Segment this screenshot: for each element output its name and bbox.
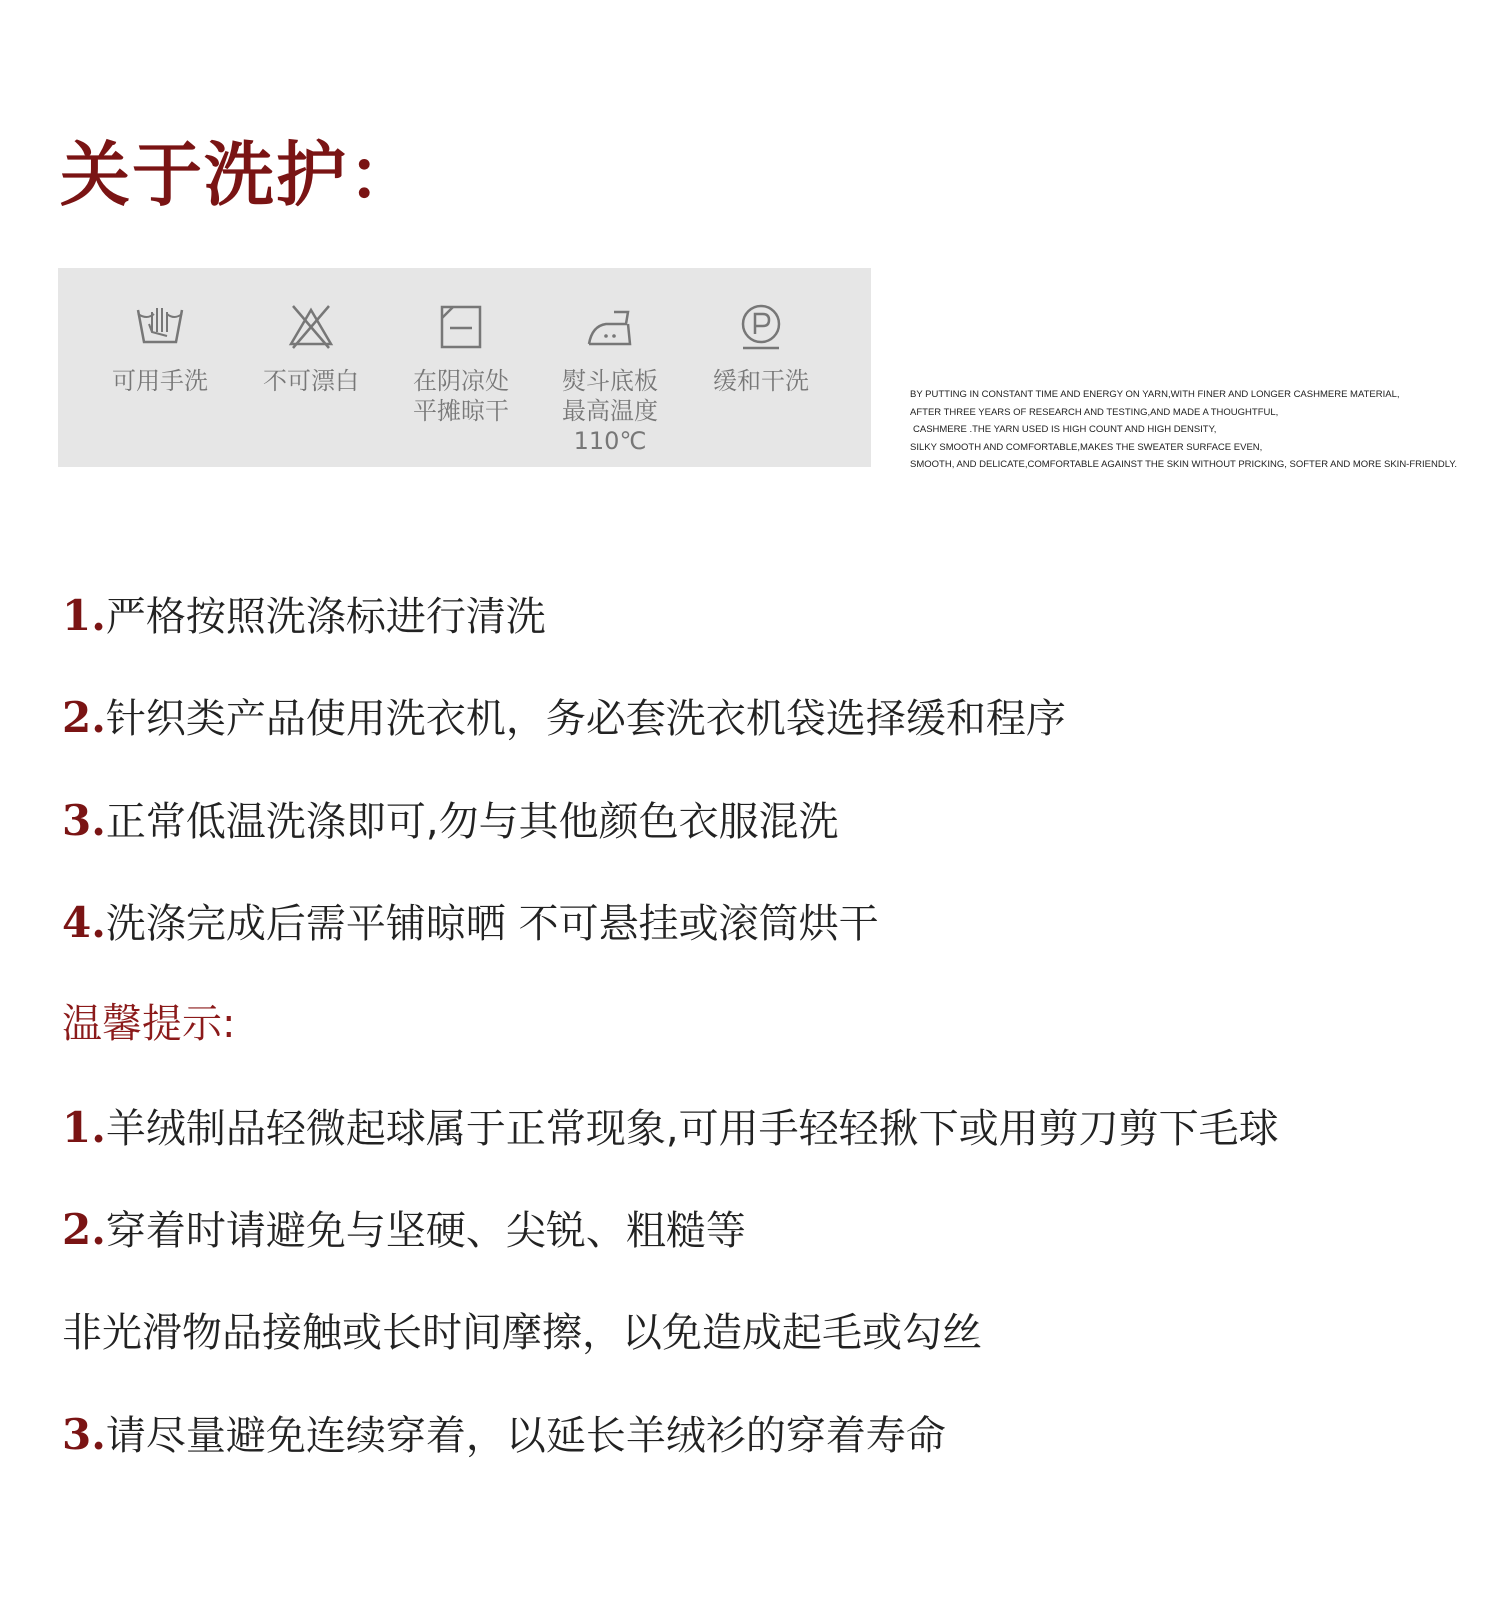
item-text: 正常低温洗涤即可,勿与其他颜色衣服混洗 (105, 799, 839, 845)
no-bleach-icon (285, 302, 337, 352)
care-label: 不可漂白 (263, 367, 359, 395)
english-line: CASHMERE .THE YARN USED IS HIGH COUNT AND HIGH DENSITY, (913, 424, 1217, 435)
instruction-item (62, 899, 879, 948)
care-label: 熨斗底板 最高温度 110℃ (562, 367, 658, 455)
english-line: SMOOTH, AND DELICATE,COMFORTABLE AGAINST THE SKIN WITHOUT PRICKING, SOFTER AND MORE SKIN-FRIENDLY. (910, 459, 1458, 470)
item-text: 针织类产品使用洗衣机，务必套洗衣机袋选择缓和程序 (105, 696, 1066, 742)
item-number: 1. (62, 591, 106, 640)
care-label: 可用手洗 (112, 367, 208, 395)
item-number: 2. (62, 1205, 106, 1254)
item-number: 2. (62, 693, 106, 742)
item-number: 3. (62, 1410, 106, 1459)
tip-item (62, 1308, 982, 1357)
instruction-item (62, 694, 1066, 743)
page-title: 关于洗护： (60, 134, 420, 216)
item-number: 3. (62, 796, 106, 845)
item-text: 洗涤完成后需平铺晾晒 不可悬挂或滚筒烘干 (105, 901, 879, 947)
dry-flat-shade-icon (435, 302, 487, 352)
instruction-item (62, 592, 546, 641)
dry-clean-p-icon (735, 302, 787, 352)
tip-item (62, 1411, 946, 1460)
item-text: 穿着时请避免与坚硬、尖锐、粗糙等 (105, 1208, 746, 1254)
iron-icon (584, 302, 636, 352)
item-text: 羊绒制品轻微起球属于正常现象,可用手轻轻揪下或用剪刀剪下毛球 (105, 1106, 1279, 1152)
english-line: BY PUTTING IN CONSTANT TIME AND ENERGY ON YARN,WITH FINER AND LONGER CASHMERE MATERIAL, (910, 389, 1400, 400)
item-number: 4. (62, 898, 106, 947)
hand-wash-icon (134, 302, 186, 352)
care-label: 在阴凉处 平摊晾干 (413, 367, 509, 425)
item-number: 1. (62, 1103, 106, 1152)
item-text: 严格按照洗涤标进行清洗 (105, 594, 546, 640)
care-symbols-panel (58, 268, 871, 467)
tips-title: 温馨提示: (62, 1001, 236, 1047)
english-line: AFTER THREE YEARS OF RESEARCH AND TESTING,AND MADE A THOUGHTFUL, (910, 406, 1279, 418)
care-label: 缓和干洗 (713, 367, 809, 395)
tip-item (62, 1206, 746, 1255)
english-line: SILKY SMOOTH AND COMFORTABLE,MAKES THE SWEATER SURFACE EVEN, (910, 441, 1263, 453)
instruction-item (62, 797, 839, 846)
english-description (910, 386, 1457, 474)
item-text: 非光滑物品接触或长时间摩擦，以免造成起毛或勾丝 (62, 1310, 982, 1356)
item-text: 请尽量避免连续穿着，以延长羊绒衫的穿着寿命 (105, 1413, 946, 1459)
tip-item (62, 1104, 1279, 1153)
